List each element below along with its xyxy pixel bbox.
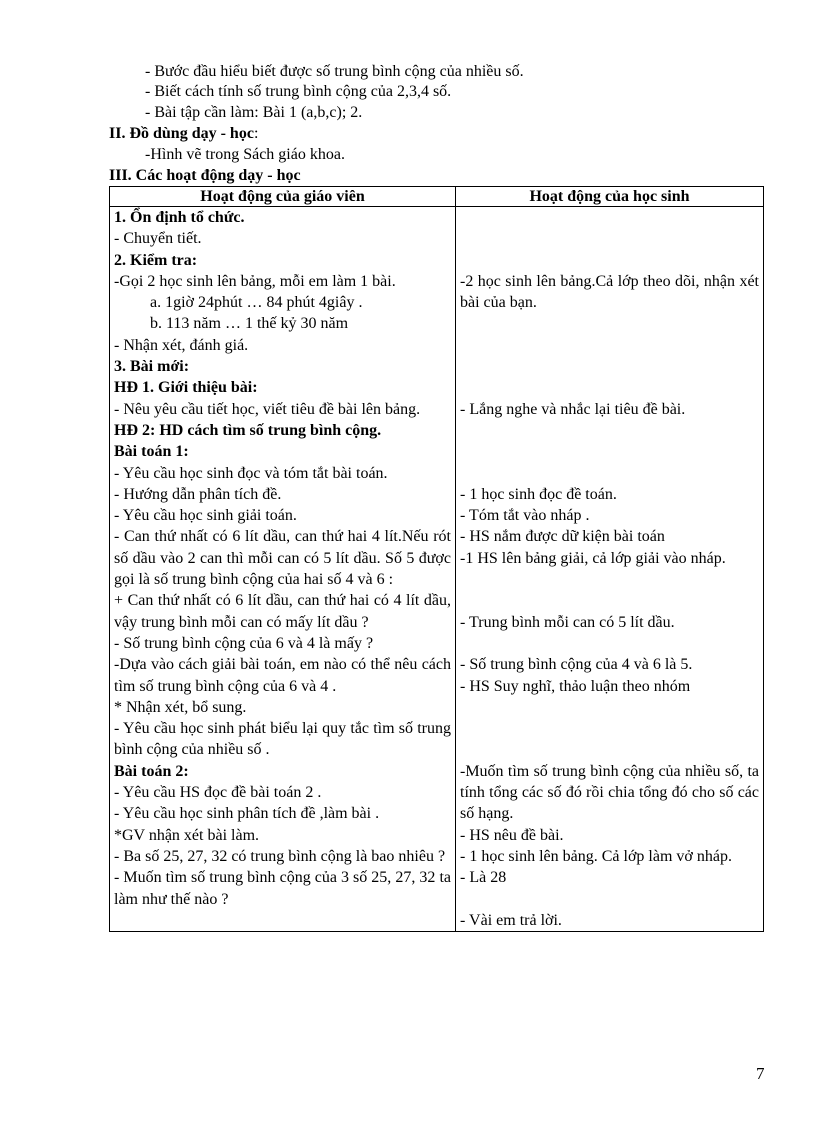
section-2-colon: : bbox=[253, 125, 259, 142]
section-2-item: -Hình vẽ trong Sách giáo khoa. bbox=[145, 146, 345, 163]
teacher-text: -Dựa vào cách giải bài toán, em nào có thể nêu cách tìm số trung bình cộng của 6 và 4 . bbox=[114, 656, 451, 695]
teacher-text: *GV nhận xét bài làm. bbox=[114, 826, 260, 844]
objective-line-3: - Bài tập cần làm: Bài 1 (a,b,c); 2. bbox=[145, 104, 363, 121]
student-text bbox=[460, 889, 759, 910]
table-header-row bbox=[110, 187, 764, 207]
step-heading: Bài toán 2: bbox=[114, 762, 189, 780]
student-text: - HS nắm được dữ kiện bài toán bbox=[460, 528, 665, 546]
student-text bbox=[460, 569, 759, 590]
student-text: - HS Suy nghĩ, thảo luận theo nhóm bbox=[460, 677, 691, 695]
teacher-column-header: Hoạt động của giáo viên bbox=[110, 187, 456, 207]
student-text: - Trung bình mỗi can có 5 lít dầu. bbox=[460, 613, 675, 631]
teacher-text: - Hướng dẫn phân tích đề. bbox=[114, 485, 282, 503]
student-text: - Là 28 bbox=[460, 869, 507, 887]
student-text bbox=[460, 420, 759, 441]
teacher-text: - Yêu cầu học sinh phát biểu lại quy tắc tìm số trung bình cộng của nhiều số . bbox=[114, 720, 451, 759]
teacher-text: - Số trung bình cộng của 6 và 4 là mấy ? bbox=[114, 634, 374, 652]
student-text: - Lắng nghe và nhắc lại tiêu đề bài. bbox=[460, 400, 686, 418]
student-text: - HS nêu đề bài. bbox=[460, 826, 564, 844]
student-text: - Số trung bình cộng của 4 và 6 là 5. bbox=[460, 656, 693, 674]
student-text bbox=[460, 633, 759, 654]
student-text bbox=[460, 250, 759, 271]
student-text bbox=[460, 228, 759, 249]
student-text: - Vài em trả lời. bbox=[460, 911, 562, 929]
student-text bbox=[460, 207, 759, 228]
teacher-text: - Can thứ nhất có 6 lít dầu, can thứ hai 4 lít.Nếu rót số dầu vào 2 can thì mỗi can có 5 lít dầu. Số 5 được gọi là số trung bình cộng của hai số 4 và 6 : bbox=[114, 528, 451, 589]
teacher-text: - Yêu cầu học sinh giải toán. bbox=[114, 507, 297, 525]
teacher-text: * Nhận xét, bổ sung. bbox=[114, 698, 247, 716]
step-heading: 3. Bài mới: bbox=[114, 358, 190, 376]
student-text bbox=[460, 463, 759, 484]
student-text: -1 HS lên bảng giải, cả lớp giải vào nháp. bbox=[460, 549, 726, 567]
step-heading: HĐ 2: HD cách tìm số trung bình cộng. bbox=[114, 421, 382, 439]
step-heading: HĐ 1. Giới thiệu bài: bbox=[114, 379, 258, 397]
teacher-text: - Yêu cầu học sinh đọc và tóm tắt bài toán. bbox=[114, 464, 388, 482]
teacher-cell bbox=[110, 207, 456, 932]
section-3-title: III. Các hoạt động dạy - học bbox=[109, 167, 301, 184]
step-heading: 1. Ổn định tổ chức. bbox=[114, 209, 245, 226]
teacher-text: a. 1giờ 24phút … 84 phút 4giây . bbox=[150, 294, 363, 312]
teacher-text: - Nhận xét, đánh giá. bbox=[114, 336, 249, 354]
teacher-text: - Yêu cầu HS đọc đề bài toán 2 . bbox=[114, 784, 322, 802]
student-text: -Muốn tìm số trung bình cộng của nhiều số, ta tính tổng các số đó rồi chia tổng đó cho số các số hạng. bbox=[460, 762, 759, 823]
student-text bbox=[460, 590, 759, 611]
student-text bbox=[460, 377, 759, 398]
teacher-text: - Nêu yêu cầu tiết học, viết tiêu đề bài lên bảng. bbox=[114, 400, 421, 418]
student-text bbox=[460, 718, 759, 739]
teacher-text: - Yêu cầu học sinh phân tích đề ,làm bài . bbox=[114, 805, 380, 823]
student-text bbox=[460, 441, 759, 462]
section-2-heading bbox=[109, 124, 258, 144]
student-text: - 1 học sinh lên bảng. Cả lớp làm vở nháp. bbox=[460, 847, 732, 865]
objective-line-2: - Biết cách tính số trung bình cộng của 2,3,4 số. bbox=[145, 83, 452, 100]
step-heading: 2. Kiểm tra: bbox=[114, 251, 198, 269]
student-text bbox=[460, 356, 759, 377]
section-2-title: II. Đồ dùng dạy - học bbox=[109, 125, 254, 142]
student-text bbox=[460, 313, 759, 334]
student-text: -2 học sinh lên bảng.Cả lớp theo dõi, nhận xét bài của bạn. bbox=[460, 272, 759, 312]
student-column-header: Hoạt động của học sinh bbox=[456, 187, 764, 207]
objective-line-1: - Bước đầu hiểu biết được số trung bình cộng của nhiều số. bbox=[145, 63, 524, 80]
table-row bbox=[110, 207, 764, 932]
student-text: - 1 học sinh đọc đề toán. bbox=[460, 485, 617, 503]
page-number: 7 bbox=[756, 1064, 765, 1083]
student-cell bbox=[456, 207, 764, 932]
student-text bbox=[460, 335, 759, 356]
student-text: - Tóm tắt vào nháp . bbox=[460, 507, 590, 525]
step-heading: Bài toán 1: bbox=[114, 443, 189, 461]
teacher-text: + Can thứ nhất có 6 lít dầu, can thứ hai có 4 lít dầu, vậy trung bình mỗi can có mấy lít dầu ? bbox=[114, 592, 451, 631]
activities-table bbox=[109, 186, 764, 932]
teacher-text: - Muốn tìm số trung bình cộng của 3 số 25, 27, 32 ta làm như thế nào ? bbox=[114, 869, 451, 908]
teacher-text: - Chuyển tiết. bbox=[114, 230, 202, 248]
student-text bbox=[460, 739, 759, 760]
teacher-text: -Gọi 2 học sinh lên bảng, mỗi em làm 1 bài. bbox=[114, 272, 396, 290]
teacher-text: - Ba số 25, 27, 32 có trung bình cộng là bao nhiêu ? bbox=[114, 847, 446, 865]
student-text bbox=[460, 697, 759, 718]
teacher-text: b. 113 năm … 1 thế kỷ 30 năm bbox=[150, 315, 349, 333]
